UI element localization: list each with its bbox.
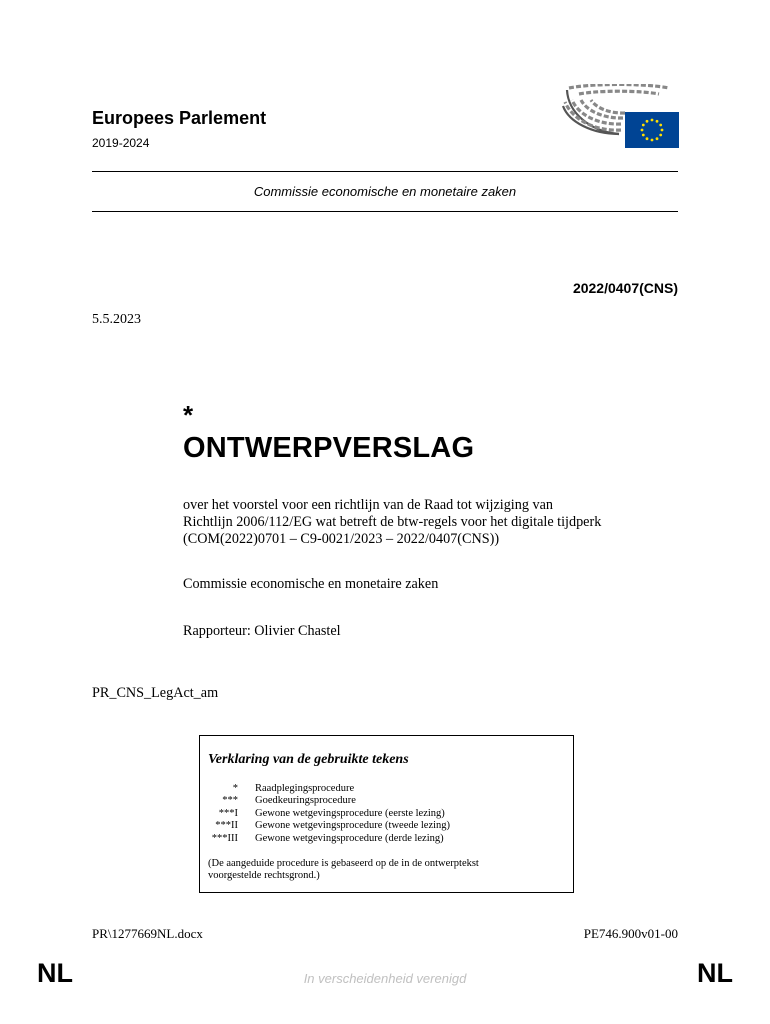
- document-title: ONTWERPVERSLAG: [183, 432, 475, 464]
- legend-description: Gewone wetgevingsprocedure (derde lezing): [255, 832, 444, 844]
- legend-list: [208, 783, 450, 845]
- legend-symbol: ***I: [218, 807, 238, 819]
- legend-description: Gewone wetgevingsprocedure (tweede lezing): [255, 820, 451, 832]
- parliamentary-term: 2019-2024: [92, 136, 150, 150]
- legend-note-line: (De aangeduide procedure is gebaseerd op de in de ontwerptekst: [208, 858, 479, 869]
- eu-flag: [625, 112, 679, 148]
- subject-line: over het voorstel voor een richtlijn van de Raad tot wijziging van: [183, 497, 553, 513]
- legend-title: Verklaring van de gebruikte tekens: [208, 752, 409, 767]
- subject-line: (COM(2022)0701 – C9-0021/2023 – 2022/0407(CNS)): [183, 531, 500, 547]
- legend-symbol: ***: [222, 795, 238, 807]
- legend-note-line: voorgestelde rechtsgrond.): [208, 870, 320, 882]
- legend-symbol: ***III: [211, 832, 238, 844]
- language-code-left: NL: [37, 958, 73, 988]
- european-parliament-logo: [559, 84, 679, 148]
- footer-pe-number: PE746.900v01-00: [583, 926, 678, 941]
- header-divider-top: [92, 171, 678, 172]
- rapporteur: Rapporteur: Olivier Chastel: [183, 623, 341, 639]
- subject-line: Richtlijn 2006/112/EG wat betreft de btw-regels voor het digitale tijdperk: [183, 514, 602, 530]
- legend-item: [208, 808, 450, 820]
- institution-name: Europees Parlement: [92, 108, 267, 128]
- legend-item: [208, 833, 450, 845]
- legend-symbol: ***II: [215, 820, 238, 832]
- footer-filename: PR\1277669NL.docx: [92, 926, 203, 941]
- committee-header: Commissie economische en monetaire zaken: [253, 184, 517, 199]
- legend-description: Goedkeuringsprocedure: [255, 795, 356, 807]
- legend-item: [208, 783, 450, 795]
- symbols-legend-box: [199, 735, 574, 893]
- procedure-reference: 2022/0407(CNS): [572, 280, 678, 296]
- legend-item: [208, 795, 450, 807]
- legend-item: [208, 820, 450, 832]
- legend-note: [208, 858, 548, 883]
- legend-description: Gewone wetgevingsprocedure (eerste lezing): [255, 807, 445, 819]
- template-code: PR_CNS_LegAct_am: [92, 685, 219, 701]
- document-date: 5.5.2023: [92, 312, 141, 327]
- header-divider-bottom: [92, 211, 678, 212]
- document-subject: [183, 497, 663, 548]
- legend-description: Raadplegingsprocedure: [255, 783, 355, 794]
- procedure-symbol: *: [183, 400, 194, 430]
- eu-motto: In verscheidenheid verenigd: [303, 971, 467, 986]
- language-code-right: NL: [697, 958, 733, 988]
- responsible-committee: Commissie economische en monetaire zaken: [183, 576, 439, 592]
- legend-symbol: *: [232, 783, 238, 794]
